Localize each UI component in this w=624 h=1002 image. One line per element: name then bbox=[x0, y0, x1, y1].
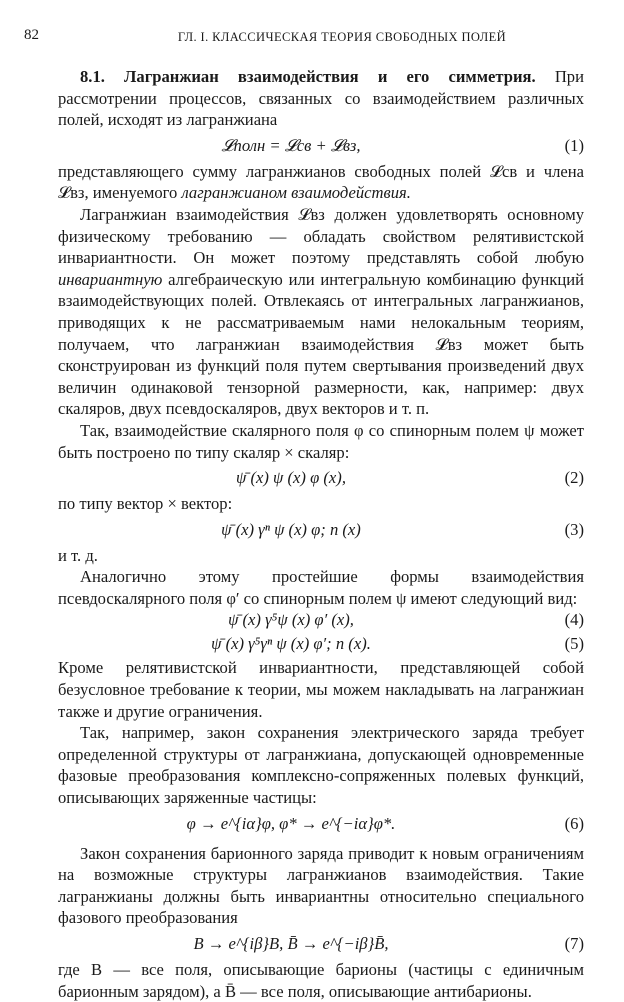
page-number: 82 bbox=[24, 27, 39, 43]
equation-4 bbox=[58, 609, 584, 633]
paragraph-1-emphasis: лагранжианом взаимодействия. bbox=[181, 183, 411, 203]
equation-6 bbox=[58, 809, 584, 843]
equation-3-number: (3) bbox=[564, 519, 584, 539]
equation-5-number: (5) bbox=[564, 634, 584, 654]
equation-1 bbox=[58, 131, 584, 161]
paragraph-2-text-b: алгебраическую или интегральную комбинацию функций взаимодействующих полей. Отвлекаясь от интегральных лагранжианов, приводящих к не рассматриваемым нами нелокальным теориям, получаем, что лагранжиан взаимодействия 𝓛вз может быть сконструирован из функций поля путем свертывания произведений двух величин одинаковой тензорной размерности, как, например: двух скаляров, двух псевдоскаляров, двух векторов и т. п. bbox=[58, 269, 584, 419]
equation-1-formula: 𝓛полн = 𝓛св + 𝓛вз, bbox=[221, 135, 361, 155]
equation-6-formula: φ → e^{iα}φ, φ* → e^{−iα}φ*. bbox=[186, 813, 396, 833]
equation-7-formula: B → e^{iβ}B, B̄ → e^{−iβ}B̄, bbox=[193, 934, 389, 953]
paragraph-10: где B — все поля, описывающие барионы (частицы с единичным барионным зарядом), а B̄ — все поля, описывающие антибарионы. bbox=[58, 960, 584, 1001]
equation-3-formula: ψ̄ (x) γⁿ ψ (x) φ; n (x) bbox=[221, 519, 361, 539]
running-head: ГЛ. I. КЛАССИЧЕСКАЯ ТЕОРИЯ СВОБОДНЫХ ПОЛЕЙ bbox=[177, 30, 507, 44]
section-intro-paragraph bbox=[58, 66, 584, 131]
paragraph-5: и т. д. bbox=[58, 545, 98, 565]
section-number: 8.1. bbox=[80, 67, 105, 86]
equation-4-formula: ψ̄ (x) γ⁵ψ (x) φ′ (x), bbox=[228, 610, 354, 630]
equation-6-number: (6) bbox=[564, 813, 584, 833]
section-intro-text: При рассмотрении процессов, связанных со взаимодействием различных полей, исходят из лагранжиана bbox=[58, 67, 584, 130]
page-body bbox=[58, 66, 584, 1002]
paragraph-6: Аналогично этому простейшие формы взаимодействия псевдоскалярного поля φ′ со спинорным полем ψ имеют следующий вид: bbox=[58, 567, 584, 608]
equation-4-number: (4) bbox=[564, 610, 584, 630]
equation-2-number: (2) bbox=[564, 468, 584, 488]
equation-7-number: (7) bbox=[564, 934, 584, 953]
equation-5 bbox=[58, 633, 584, 657]
paragraph-2-text-a: Лагранжиан взаимодействия 𝓛вз должен удовлетворять основному физическому требованию — обладать свойством релятивистской инвариантности. Он может поэтому представлять собой любую bbox=[58, 204, 584, 268]
paragraph-4: по типу вектор × вектор: bbox=[58, 494, 233, 514]
paragraph-7: Кроме релятивистской инвариантности, представляющей собой безусловное требование к теории, мы можем накладывать на лагранжиан также и другие ограничения. bbox=[58, 658, 584, 721]
paragraph-2 bbox=[58, 204, 584, 420]
paragraph-2-emphasis: инвариантную bbox=[58, 269, 163, 289]
equation-5-formula: ψ̄ (x) γ⁵γⁿ ψ (x) φ′; n (x). bbox=[211, 634, 371, 654]
equation-2 bbox=[58, 463, 584, 493]
paragraph-1-text: представляющего сумму лагранжианов свободных полей 𝓛св и члена 𝓛вз, именуемого bbox=[58, 161, 584, 203]
equation-3 bbox=[58, 515, 584, 545]
equation-2-formula: ψ̄ (x) ψ (x) φ (x), bbox=[236, 468, 346, 488]
paragraph-9: Закон сохранения барионного заряда приводит к новым ограничениям на возможные структуры лагранжианов взаимодействия. Такие лагранжианы должны быть инвариантны относительно специального фазового преобразования bbox=[58, 843, 584, 928]
equation-1-number: (1) bbox=[564, 135, 584, 155]
section-title: Лагранжиан взаимодействия и его симметрия. bbox=[124, 67, 536, 86]
paragraph-8: Так, например, закон сохранения электрического заряда требует определенной структуры от лагранжиана, допускающей одновременные фазовые преобразования комплексно-сопряженных полевых функций, описывающих заряженные частицы: bbox=[58, 723, 584, 808]
equation-7 bbox=[58, 929, 584, 959]
paragraph-1 bbox=[58, 161, 584, 204]
paragraph-3: Так, взаимодействие скалярного поля φ со спинорным полем ψ может быть построено по типу скаляр × скаляр: bbox=[58, 420, 584, 462]
